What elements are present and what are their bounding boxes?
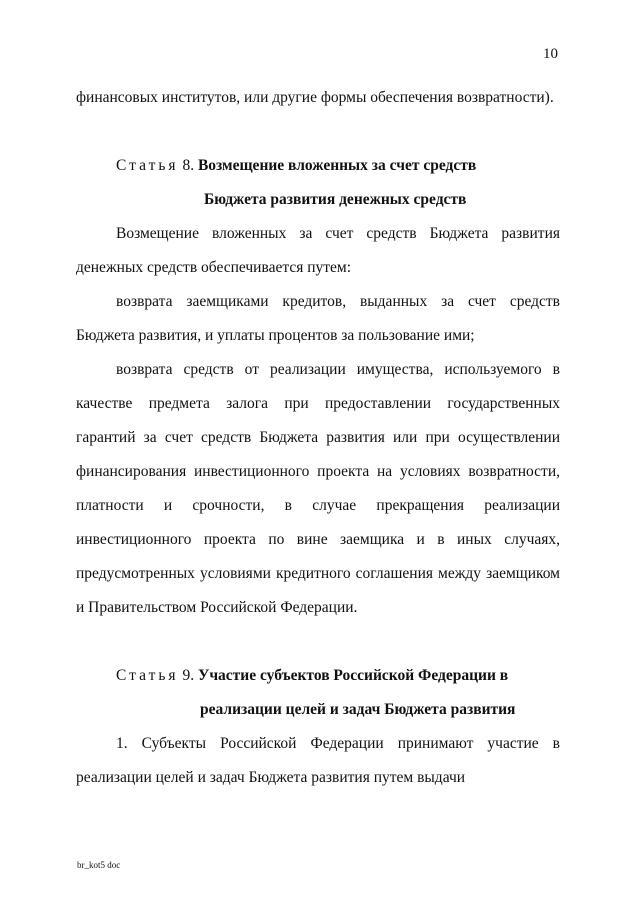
article-9-title: Участие субъектов Российской Федерации в xyxy=(197,667,509,684)
article-8-number: 8. xyxy=(182,157,195,174)
article-8-item-2: возврата средств от реализации имущества, используемого в качестве предмета залога при предоставлении государственных гарантий за счет средств Бюджета развития или при осуществлении финансирования инвестиционного проекта на условиях возвратности, платности и срочности, в случае прекращения реализации инвестиционного проекта по вине заемщика и в иных случаях, предусмотренных условиями кредитного соглашения между заемщиком и Правительством Российской Федерации. xyxy=(76,361,560,616)
article-9-heading xyxy=(76,659,560,693)
article-8-title-line2: Бюджета развития денежных средств xyxy=(204,191,467,208)
article-8-word: Статья xyxy=(116,157,179,174)
page-number: 10 xyxy=(543,46,558,62)
paragraph-continuation: финансовых институтов, или другие формы обеспечения возвратности). xyxy=(76,89,554,106)
article-9-number: 9. xyxy=(182,667,195,684)
document-body xyxy=(76,81,560,795)
article-9-title-line2: реализации целей и задач Бюджета развития xyxy=(200,701,516,718)
article-8-intro: Возмещение вложенных за счет средств Бюджета развития денежных средств обеспечивается путем: xyxy=(76,225,560,276)
article-8-heading xyxy=(76,149,560,183)
article-8-item-1: возврата заемщиками кредитов, выданных за счет средств Бюджета развития, и уплаты процентов за пользование ими; xyxy=(76,293,560,344)
file-name-footer: br_kot5 doc xyxy=(77,860,121,870)
article-9-word: Статья xyxy=(116,667,179,684)
article-8-title: Возмещение вложенных за счет средств xyxy=(197,157,477,174)
article-9-paragraph-1: 1. Субъекты Российской Федерации принимают участие в реализации целей и задач Бюджета развития путем выдачи xyxy=(76,735,560,786)
